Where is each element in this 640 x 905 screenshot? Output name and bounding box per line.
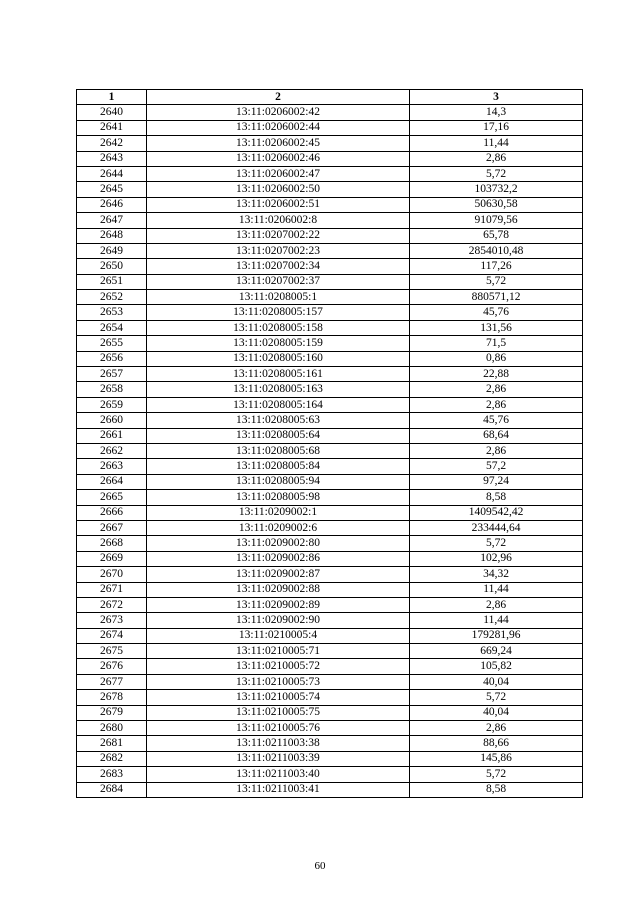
row-number-cell: 2675: [77, 644, 147, 659]
value-cell: 5,72: [410, 690, 583, 705]
value-cell: 17,16: [410, 120, 583, 135]
table-row: [77, 413, 583, 428]
value-cell: 57,2: [410, 459, 583, 474]
value-cell: 5,72: [410, 166, 583, 181]
row-number-cell: 2657: [77, 367, 147, 382]
cadastral-number-cell: 13:11:0208005:1: [147, 290, 410, 305]
cadastral-number-cell: 13:11:0206002:44: [147, 120, 410, 135]
value-cell: 2,86: [410, 443, 583, 458]
value-cell: 2,86: [410, 151, 583, 166]
table-row: [77, 336, 583, 351]
row-number-cell: 2671: [77, 582, 147, 597]
value-cell: 5,72: [410, 536, 583, 551]
row-number-cell: 2668: [77, 536, 147, 551]
row-number-cell: 2679: [77, 705, 147, 720]
table-row: [77, 520, 583, 535]
row-number-cell: 2656: [77, 351, 147, 366]
cadastral-number-cell: 13:11:0211003:39: [147, 751, 410, 766]
value-cell: 45,76: [410, 413, 583, 428]
value-cell: 11,44: [410, 136, 583, 151]
table-row: [77, 367, 583, 382]
value-cell: 71,5: [410, 336, 583, 351]
page-number: 60: [314, 860, 326, 872]
cadastral-number-cell: 13:11:0207002:37: [147, 274, 410, 289]
row-number-cell: 2643: [77, 151, 147, 166]
value-cell: 50630,58: [410, 197, 583, 212]
table-row: [77, 443, 583, 458]
row-number-cell: 2645: [77, 182, 147, 197]
cadastral-number-cell: 13:11:0210005:73: [147, 674, 410, 689]
cadastral-number-cell: 13:11:0207002:34: [147, 259, 410, 274]
cadastral-number-cell: 13:11:0208005:157: [147, 305, 410, 320]
value-cell: 40,04: [410, 705, 583, 720]
row-number-cell: 2662: [77, 443, 147, 458]
table-row: [77, 674, 583, 689]
table-row: [77, 290, 583, 305]
row-number-cell: 2663: [77, 459, 147, 474]
row-number-cell: 2649: [77, 243, 147, 258]
table-row: [77, 505, 583, 520]
cadastral-number-cell: 13:11:0206002:46: [147, 151, 410, 166]
row-number-cell: 2669: [77, 551, 147, 566]
row-number-cell: 2658: [77, 382, 147, 397]
cadastral-number-cell: 13:11:0208005:84: [147, 459, 410, 474]
table-row: [77, 120, 583, 135]
row-number-cell: 2653: [77, 305, 147, 320]
row-number-cell: 2642: [77, 136, 147, 151]
table-row: [77, 320, 583, 335]
cadastral-number-cell: 13:11:0210005:74: [147, 690, 410, 705]
value-cell: 669,24: [410, 644, 583, 659]
value-cell: 91079,56: [410, 213, 583, 228]
table-row: [77, 197, 583, 212]
row-number-cell: 2680: [77, 721, 147, 736]
value-cell: 22,88: [410, 367, 583, 382]
table-row: [77, 182, 583, 197]
table-row: [77, 782, 583, 797]
value-cell: 2854010,48: [410, 243, 583, 258]
table-row: [77, 751, 583, 766]
value-cell: 8,58: [410, 490, 583, 505]
value-cell: 97,24: [410, 474, 583, 489]
cadastral-number-cell: 13:11:0209002:90: [147, 613, 410, 628]
row-number-cell: 2641: [77, 120, 147, 135]
value-cell: 11,44: [410, 582, 583, 597]
value-cell: 45,76: [410, 305, 583, 320]
cadastral-number-cell: 13:11:0211003:40: [147, 767, 410, 782]
row-number-cell: 2647: [77, 213, 147, 228]
table-row: [77, 490, 583, 505]
cadastral-number-cell: 13:11:0209002:6: [147, 520, 410, 535]
value-cell: 880571,12: [410, 290, 583, 305]
row-number-cell: 2677: [77, 674, 147, 689]
cadastral-number-cell: 13:11:0211003:41: [147, 782, 410, 797]
cadastral-number-cell: 13:11:0208005:158: [147, 320, 410, 335]
cadastral-number-cell: 13:11:0206002:51: [147, 197, 410, 212]
value-cell: 11,44: [410, 613, 583, 628]
table-row: [77, 690, 583, 705]
cadastral-number-cell: 13:11:0210005:72: [147, 659, 410, 674]
table-row: [77, 767, 583, 782]
cadastral-number-cell: 13:11:0206002:47: [147, 166, 410, 181]
cadastral-number-cell: 13:11:0209002:1: [147, 505, 410, 520]
cadastral-number-cell: 13:11:0209002:88: [147, 582, 410, 597]
cadastral-number-cell: 13:11:0208005:163: [147, 382, 410, 397]
row-number-cell: 2640: [77, 105, 147, 120]
cadastral-number-cell: 13:11:0208005:94: [147, 474, 410, 489]
row-number-cell: 2648: [77, 228, 147, 243]
value-cell: 145,86: [410, 751, 583, 766]
table-row: [77, 105, 583, 120]
cadastral-number-cell: 13:11:0208005:68: [147, 443, 410, 458]
row-number-cell: 2674: [77, 628, 147, 643]
table-row: [77, 259, 583, 274]
value-cell: 0,86: [410, 351, 583, 366]
value-cell: 117,26: [410, 259, 583, 274]
row-number-cell: 2678: [77, 690, 147, 705]
cadastral-number-cell: 13:11:0207002:23: [147, 243, 410, 258]
table-row: [77, 613, 583, 628]
row-number-cell: 2665: [77, 490, 147, 505]
value-cell: 65,78: [410, 228, 583, 243]
table-row: [77, 351, 583, 366]
value-cell: 8,58: [410, 782, 583, 797]
cadastral-number-cell: 13:11:0208005:160: [147, 351, 410, 366]
table-row: [77, 597, 583, 612]
row-number-cell: 2670: [77, 567, 147, 582]
table-row: [77, 228, 583, 243]
table-row: [77, 151, 583, 166]
cadastral-number-cell: 13:11:0210005:4: [147, 628, 410, 643]
value-cell: 103732,2: [410, 182, 583, 197]
column-header-2: 2: [147, 90, 410, 105]
table-row: [77, 397, 583, 412]
table-row: [77, 721, 583, 736]
row-number-cell: 2659: [77, 397, 147, 412]
table-row: [77, 551, 583, 566]
value-cell: 68,64: [410, 428, 583, 443]
table-row: [77, 428, 583, 443]
column-header-3: 3: [410, 90, 583, 105]
table-row: [77, 274, 583, 289]
value-cell: 5,72: [410, 274, 583, 289]
table-row: [77, 474, 583, 489]
row-number-cell: 2650: [77, 259, 147, 274]
row-number-cell: 2666: [77, 505, 147, 520]
value-cell: 14,3: [410, 105, 583, 120]
table-row: [77, 243, 583, 258]
data-table: [76, 89, 583, 798]
table-row: [77, 305, 583, 320]
cadastral-number-cell: 13:11:0207002:22: [147, 228, 410, 243]
value-cell: 179281,96: [410, 628, 583, 643]
table-row: [77, 536, 583, 551]
cadastral-number-cell: 13:11:0209002:89: [147, 597, 410, 612]
table-row: [77, 213, 583, 228]
table-row: [77, 382, 583, 397]
value-cell: 131,56: [410, 320, 583, 335]
cadastral-number-cell: 13:11:0208005:161: [147, 367, 410, 382]
row-number-cell: 2646: [77, 197, 147, 212]
row-number-cell: 2661: [77, 428, 147, 443]
cadastral-number-cell: 13:11:0209002:87: [147, 567, 410, 582]
cadastral-number-cell: 13:11:0206002:42: [147, 105, 410, 120]
row-number-cell: 2683: [77, 767, 147, 782]
row-number-cell: 2672: [77, 597, 147, 612]
value-cell: 34,32: [410, 567, 583, 582]
table-header-row: [77, 90, 583, 105]
cadastral-number-cell: 13:11:0209002:86: [147, 551, 410, 566]
column-header-1: 1: [77, 90, 147, 105]
row-number-cell: 2644: [77, 166, 147, 181]
value-cell: 105,82: [410, 659, 583, 674]
value-cell: 5,72: [410, 767, 583, 782]
value-cell: 102,96: [410, 551, 583, 566]
row-number-cell: 2652: [77, 290, 147, 305]
table-row: [77, 659, 583, 674]
row-number-cell: 2667: [77, 520, 147, 535]
table-row: [77, 459, 583, 474]
row-number-cell: 2676: [77, 659, 147, 674]
cadastral-number-cell: 13:11:0206002:45: [147, 136, 410, 151]
cadastral-number-cell: 13:11:0208005:63: [147, 413, 410, 428]
value-cell: 1409542,42: [410, 505, 583, 520]
row-number-cell: 2651: [77, 274, 147, 289]
row-number-cell: 2673: [77, 613, 147, 628]
table-row: [77, 567, 583, 582]
table-row: [77, 736, 583, 751]
cadastral-number-cell: 13:11:0208005:64: [147, 428, 410, 443]
cadastral-number-cell: 13:11:0210005:75: [147, 705, 410, 720]
cadastral-number-cell: 13:11:0209002:80: [147, 536, 410, 551]
cadastral-number-cell: 13:11:0210005:71: [147, 644, 410, 659]
value-cell: 2,86: [410, 397, 583, 412]
cadastral-number-cell: 13:11:0208005:164: [147, 397, 410, 412]
cadastral-number-cell: 13:11:0206002:8: [147, 213, 410, 228]
table-row: [77, 644, 583, 659]
table-row: [77, 705, 583, 720]
cadastral-number-cell: 13:11:0206002:50: [147, 182, 410, 197]
value-cell: 40,04: [410, 674, 583, 689]
value-cell: 2,86: [410, 382, 583, 397]
row-number-cell: 2660: [77, 413, 147, 428]
row-number-cell: 2664: [77, 474, 147, 489]
table-row: [77, 628, 583, 643]
row-number-cell: 2682: [77, 751, 147, 766]
cadastral-number-cell: 13:11:0210005:76: [147, 721, 410, 736]
value-cell: 2,86: [410, 721, 583, 736]
row-number-cell: 2654: [77, 320, 147, 335]
value-cell: 233444,64: [410, 520, 583, 535]
table-row: [77, 136, 583, 151]
cadastral-number-cell: 13:11:0208005:159: [147, 336, 410, 351]
cadastral-number-cell: 13:11:0208005:98: [147, 490, 410, 505]
value-cell: 88,66: [410, 736, 583, 751]
table-body: [77, 105, 583, 798]
row-number-cell: 2655: [77, 336, 147, 351]
table-row: [77, 582, 583, 597]
row-number-cell: 2684: [77, 782, 147, 797]
row-number-cell: 2681: [77, 736, 147, 751]
value-cell: 2,86: [410, 597, 583, 612]
cadastral-number-cell: 13:11:0211003:38: [147, 736, 410, 751]
table-row: [77, 166, 583, 181]
